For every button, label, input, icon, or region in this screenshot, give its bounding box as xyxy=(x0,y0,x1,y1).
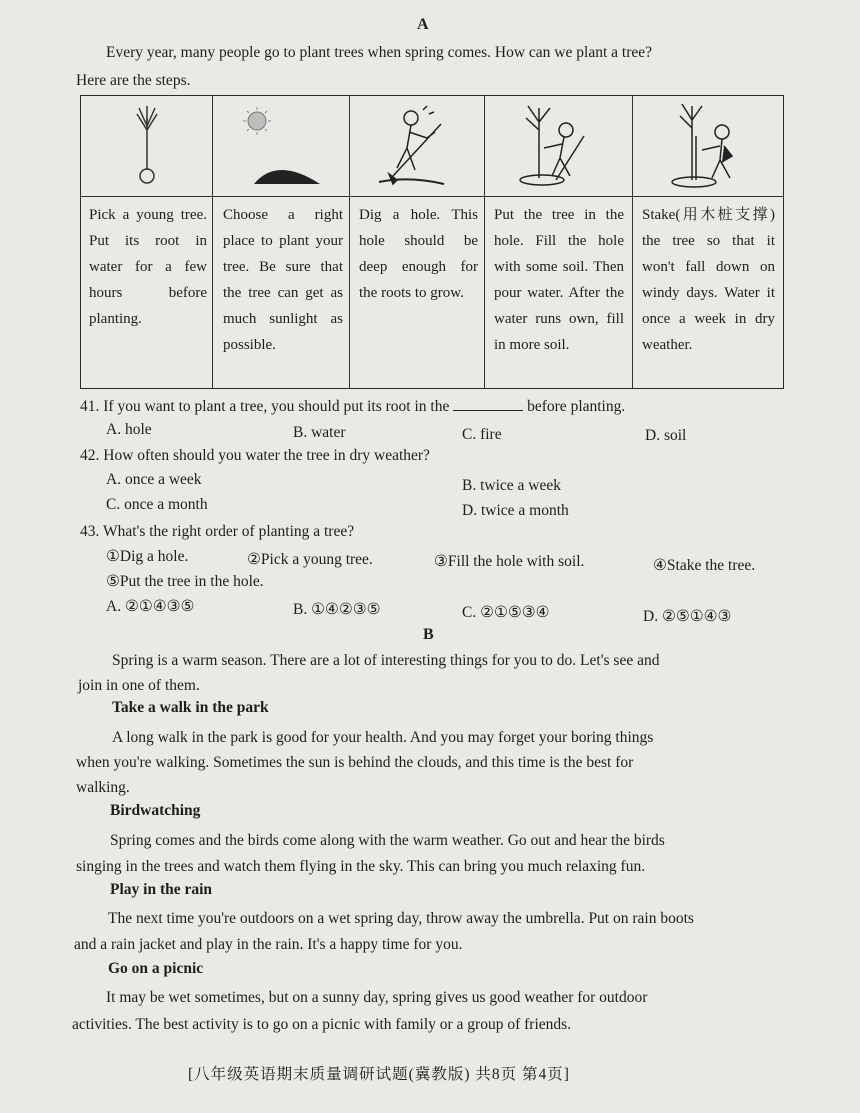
q41-option-a: A. hole xyxy=(106,421,152,438)
sun-and-mound-icon xyxy=(212,96,349,196)
part-b-intro-line-2: join in one of them. xyxy=(78,677,200,694)
section-heading-picnic: Go on a picnic xyxy=(108,960,204,977)
step-1-text: Pick a young tree. Put its root in water for a few hours before planting. xyxy=(89,207,207,327)
rain-line-2: and a rain jacket and play in the rain. It's a happy time for you. xyxy=(74,936,463,953)
sapling-in-water-icon xyxy=(81,96,212,196)
question-43: 43. What's the right order of planting a tree? xyxy=(80,523,355,540)
question-41: 41. If you want to plant a tree, you should put its root in the before planting. xyxy=(80,398,626,415)
q43-item-1: ①Dig a hole. xyxy=(106,548,189,565)
q41-option-b: B. water xyxy=(293,424,346,441)
page-footer: [八年级英语期末质量调研试题(冀教版) 共8页 第4页] xyxy=(188,1066,570,1083)
q41-option-d: D. soil xyxy=(645,427,687,444)
part-a-intro-line-2: Here are the steps. xyxy=(76,72,191,89)
step-4-text: Put the tree in the hole. Fill the hole with some soil. Then pour water. After the water runs own, fill in more soil. xyxy=(494,207,624,353)
part-a-label: A xyxy=(417,16,429,33)
man-planting-tree-icon xyxy=(484,96,632,196)
birdwatching-line-2: singing in the trees and watch them flying in the sky. This can bring you much relaxing fun. xyxy=(76,858,646,875)
q43-item-4: ④Stake the tree. xyxy=(653,557,756,574)
part-b-intro-line-1: Spring is a warm season. There are a lot of interesting things for you to do. Let's see and xyxy=(112,652,660,669)
q43-option-a: A. ②①④③⑤ xyxy=(106,598,195,615)
q42-option-d: D. twice a month xyxy=(462,502,569,519)
step-3-text: Dig a hole. This hole should be deep enough for the roots to grow. xyxy=(359,207,478,301)
walk-line-1: A long walk in the park is good for your health. And you may forget your boring things xyxy=(112,729,654,746)
man-staking-tree-icon xyxy=(632,96,783,196)
section-heading-rain: Play in the rain xyxy=(110,881,213,898)
q43-option-c: C. ②①⑤③④ xyxy=(462,604,550,621)
q42-option-a: A. once a week xyxy=(106,471,202,488)
section-heading-birdwatching: Birdwatching xyxy=(110,802,201,819)
step-5-text: Stake(用木桩支撑) the tree so that it won't fall down on windy days. Water it once a week in dry weather. xyxy=(642,207,775,353)
q43-item-5: ⑤Put the tree in the hole. xyxy=(106,573,264,590)
question-42: 42. How often should you water the tree in dry weather? xyxy=(80,447,430,464)
picnic-line-2: activities. The best activity is to go on a picnic with family or a group of friends. xyxy=(72,1016,572,1033)
part-b-label: B xyxy=(423,626,434,643)
q43-option-d: D. ②⑤①④③ xyxy=(643,608,732,625)
step-2-text: Choose a right place to plant your tree. Be sure that the tree can get as much sunlight as possible. xyxy=(223,207,343,353)
birdwatching-line-1: Spring comes and the birds come along with the warm weather. Go out and hear the birds xyxy=(110,832,665,849)
q42-option-b: B. twice a week xyxy=(462,477,561,494)
man-digging-icon xyxy=(349,96,484,196)
part-a-intro-line-1: Every year, many people go to plant trees when spring comes. How can we plant a tree? xyxy=(106,44,652,61)
walk-line-3: walking. xyxy=(76,779,130,796)
picnic-line-1: It may be wet sometimes, but on a sunny day, spring gives us good weather for outdoor xyxy=(106,989,648,1006)
q43-item-2: ②Pick a young tree. xyxy=(247,551,373,568)
planting-steps-table xyxy=(80,95,784,389)
q43-item-3: ③Fill the hole with soil. xyxy=(434,553,585,570)
section-heading-walk: Take a walk in the park xyxy=(112,699,269,716)
walk-line-2: when you're walking. Sometimes the sun is behind the clouds, and this time is the best for xyxy=(76,754,634,771)
q42-option-c: C. once a month xyxy=(106,496,208,513)
answer-blank xyxy=(453,398,523,411)
rain-line-1: The next time you're outdoors on a wet spring day, throw away the umbrella. Put on rain boots xyxy=(108,910,694,927)
q43-option-b: B. ①④②③⑤ xyxy=(293,601,381,618)
q41-option-c: C. fire xyxy=(462,426,502,443)
